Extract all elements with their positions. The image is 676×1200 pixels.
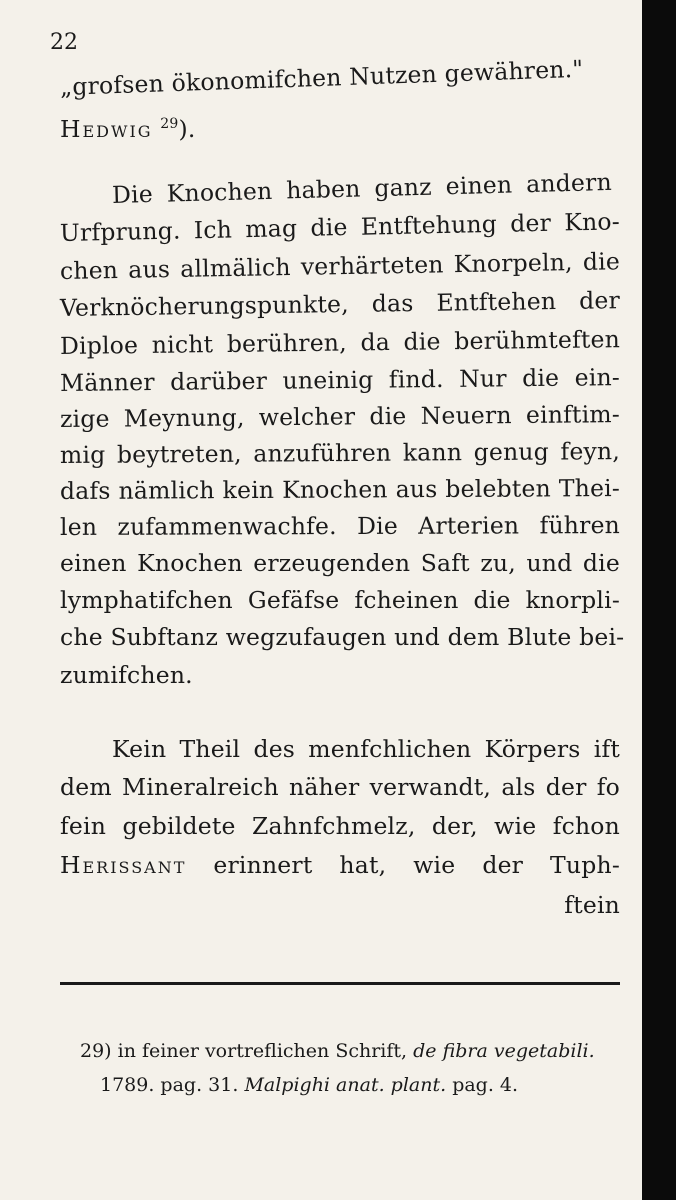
paragraph1-line: mig beytreten, anzuführen kann genug feyn,: [59, 437, 621, 469]
paragraph1-line: Verknöcherungspunkte, das Entftehen der: [59, 286, 621, 322]
paragraph1-line: len zufammenwachfe. Die Arterien führen: [59, 511, 621, 541]
footnote-citation: Malpighi anat. plant.: [244, 1074, 447, 1096]
footnote-text: in feiner vortreflichen Schrift,: [117, 1040, 408, 1062]
paragraph2-line: fein gebildete Zahnfchmelz, der, wie fchon: [60, 812, 620, 840]
paragraph1-line: chen aus allmälich verhärteten Knorpeln, die: [59, 247, 621, 285]
paragraph1-line: Urfprung. Ich mag die Entftehung der Kno-: [59, 207, 621, 247]
footnote-title: de fibra vegetabili.: [413, 1040, 595, 1062]
author-name: Herissant: [60, 851, 187, 879]
paragraph1-line: zige Meynung, welcher die Neuern einftim-: [59, 400, 621, 433]
footnote-line: [80, 1038, 620, 1064]
paragraph2-line-rest: erinnert hat, wie der Tuph-: [213, 851, 620, 879]
paragraph1-line: einen Knochen erzeugenden Saft zu, und die: [60, 549, 620, 577]
paragraph1-line: che Subftanz wegzufaugen und dem Blute bei-: [60, 623, 625, 651]
paragraph1-line: lymphatifchen Gefäfse fcheinen die knorpli-: [60, 586, 620, 614]
footnote-year: 1789. pag. 31.: [100, 1074, 239, 1096]
paragraph2-line: Kein Theil des menfchlichen Körpers ift: [112, 735, 620, 763]
quote-author: Hedwig: [60, 115, 153, 143]
footnote-reference: 29: [160, 116, 179, 133]
quote-text: „grofsen ökonomifchen Nutzen gewähren.": [59, 54, 584, 101]
paragraph2-line: [60, 850, 620, 880]
footnote-line: [100, 1072, 620, 1098]
footnote-marker: 29): [80, 1040, 112, 1062]
paragraph1-line: zumifchen.: [60, 661, 193, 689]
paragraph2-line: dem Mineralreich näher verwandt, als der fo: [60, 773, 620, 801]
paragraph1-line: Männer darüber uneinig find. Nur die ein-: [59, 363, 621, 397]
page-number: 22: [50, 30, 78, 55]
catchword: ftein: [564, 891, 620, 919]
quote-author-line: [60, 114, 620, 144]
paragraph1-line: dafs nämlich kein Knochen aus belebten Thei-: [59, 474, 621, 505]
footnote-page: pag. 4.: [452, 1074, 519, 1096]
paragraph1-line: Diploe nicht berühren, da die berühmteften: [59, 325, 621, 360]
footnote-divider: [60, 982, 620, 985]
book-spine-edge: [642, 0, 676, 1200]
quote-author-tail: ).: [178, 115, 196, 143]
quote-line: [59, 52, 620, 102]
paragraph1-line: Die Knochen haben ganz einen andern: [111, 167, 613, 209]
